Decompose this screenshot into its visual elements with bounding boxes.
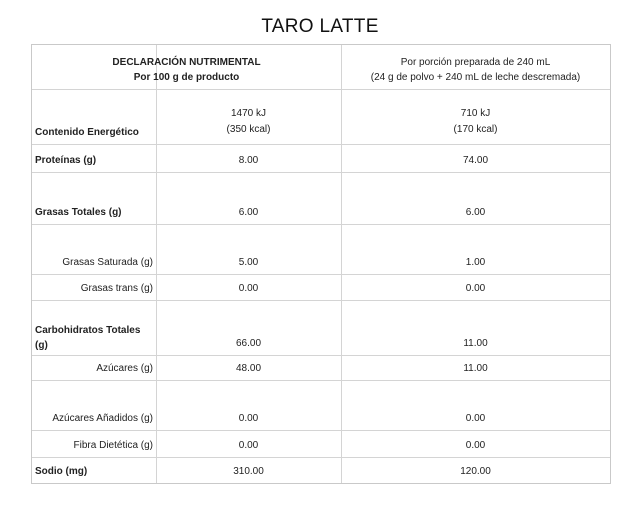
value-100g: 66.00 — [235, 338, 262, 349]
value-portion: 6.00 — [465, 207, 486, 218]
nutrition-table — [31, 44, 611, 484]
table-row — [32, 89, 610, 144]
energy-kj-portion: 710 kJ — [460, 108, 491, 119]
row-label: Grasas Totales (g) — [35, 207, 122, 218]
row-label: Grasas Saturada (g) — [62, 257, 153, 268]
table-row — [32, 380, 610, 430]
value-portion: 0.00 — [465, 413, 486, 424]
row-label: Proteínas (g) — [35, 155, 97, 166]
value-100g: 48.00 — [235, 363, 262, 374]
value-100g: 0.00 — [238, 283, 259, 294]
header-right-cell — [341, 45, 610, 89]
value-100g: 310.00 — [233, 466, 264, 477]
table-row — [32, 274, 610, 300]
row-label: Carbohidratos Totales (g) — [35, 325, 141, 351]
value-100g: 0.00 — [238, 440, 259, 451]
header-portion-subtitle: (24 g de polvo + 240 mL de leche descremada) — [370, 72, 581, 83]
value-portion: 11.00 — [463, 363, 488, 374]
value-100g: 5.00 — [238, 257, 259, 268]
page-title: TARO LATTE — [261, 16, 379, 37]
energy-kcal-portion: (170 kcal) — [453, 124, 498, 135]
value-portion: 1.00 — [465, 257, 486, 268]
header-portion-title: Por porción preparada de 240 mL — [400, 57, 551, 68]
row-label: Contenido Energético — [35, 127, 139, 138]
table-row — [32, 430, 610, 457]
value-100g: 6.00 — [238, 207, 259, 218]
value-portion: 74.00 — [462, 155, 489, 166]
row-label: Fibra Dietética (g) — [73, 440, 153, 451]
value-portion: 120.00 — [460, 466, 491, 477]
value-portion: 0.00 — [465, 283, 486, 294]
energy-kj-100g: 1470 kJ — [230, 108, 267, 119]
table-row — [32, 224, 610, 274]
table-row — [32, 457, 610, 483]
row-label: Grasas trans (g) — [80, 283, 153, 294]
energy-kcal-100g: (350 kcal) — [226, 124, 271, 135]
table-header-row — [32, 45, 610, 89]
header-left-cell — [32, 45, 341, 89]
row-label: Sodio (mg) — [35, 466, 88, 477]
table-row — [32, 144, 610, 172]
value-100g: 8.00 — [238, 155, 259, 166]
value-portion: 11.00 — [463, 338, 488, 349]
header-title: DECLARACIÓN NUTRIMENTAL — [112, 57, 261, 68]
row-label: Azúcares (g) — [96, 363, 153, 374]
table-row — [32, 172, 610, 224]
value-100g: 0.00 — [238, 413, 259, 424]
row-label: Azúcares Añadidos (g) — [52, 413, 153, 424]
value-portion: 0.00 — [465, 440, 486, 451]
header-subtitle: Por 100 g de producto — [133, 72, 240, 83]
table-row — [32, 355, 610, 380]
table-row — [32, 300, 610, 355]
